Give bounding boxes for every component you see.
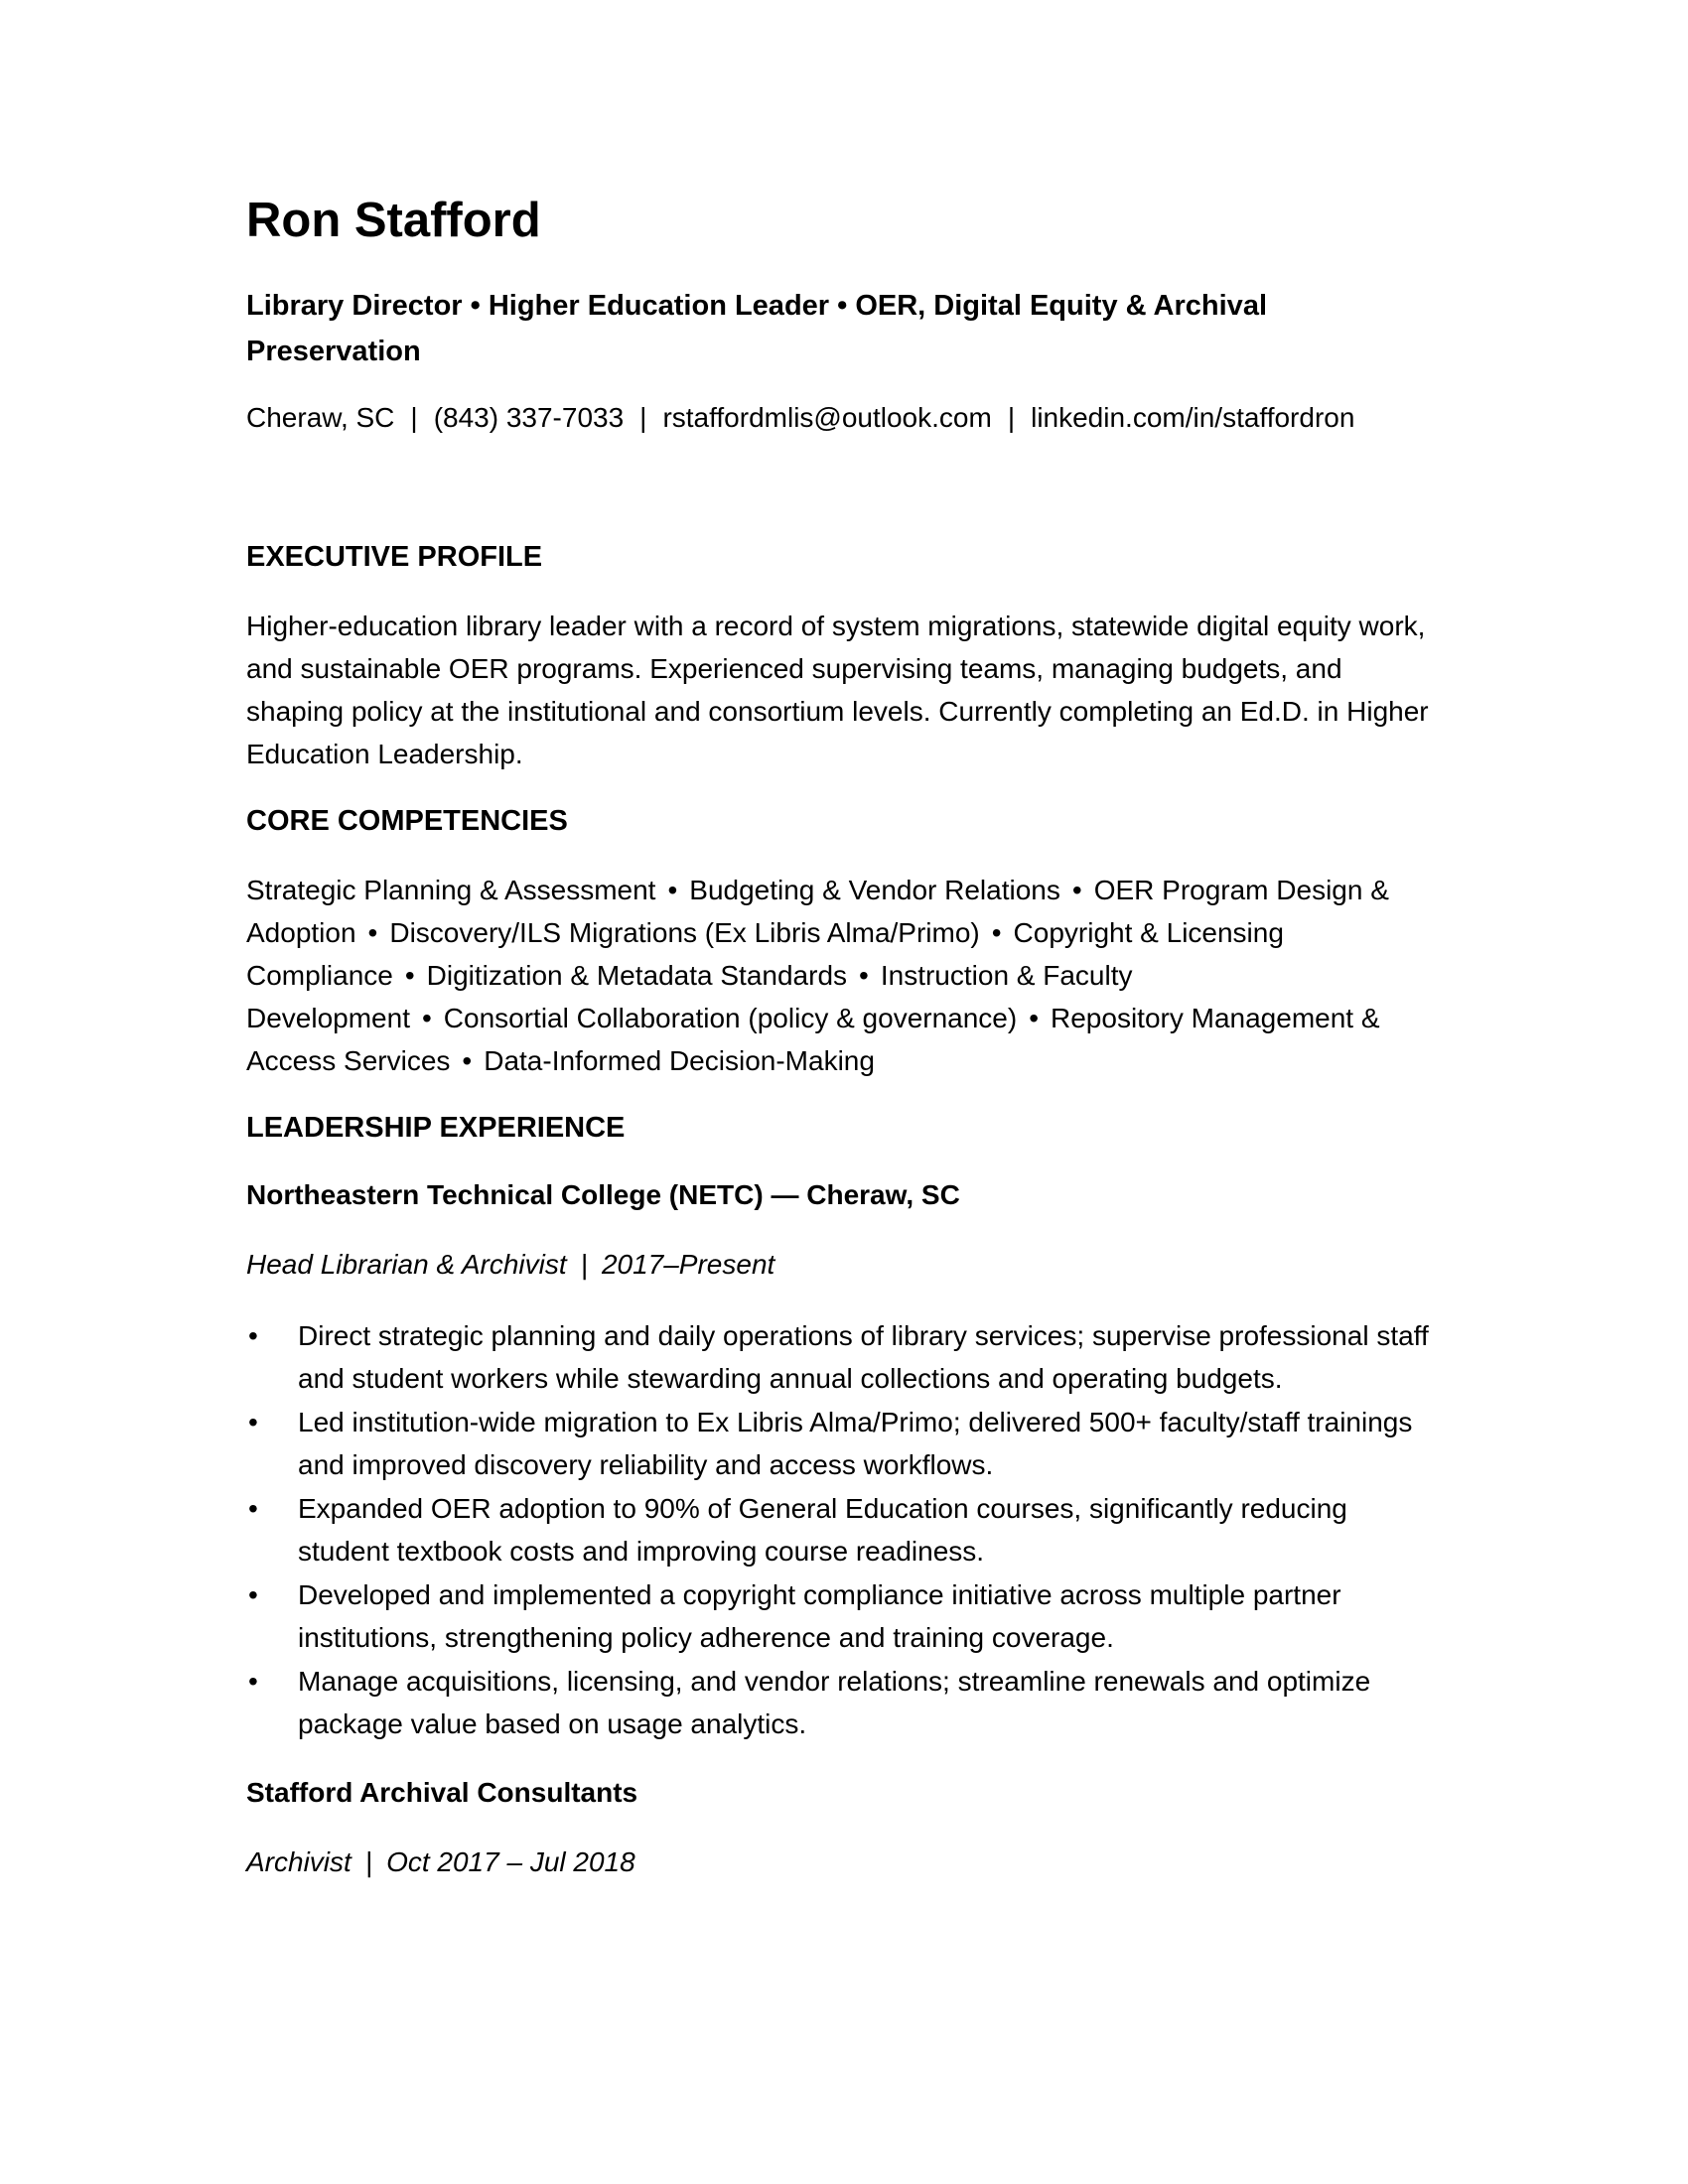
candidate-name: Ron Stafford: [246, 194, 541, 247]
role-separator: |: [580, 1248, 588, 1280]
competency-item: Repository Management & Access Services: [246, 1002, 1380, 1076]
bullet-marker: •: [248, 1319, 258, 1351]
competency-item: Strategic Planning & Assessment: [246, 874, 656, 905]
competency-item: Discovery/ILS Migrations (Ex Libris Alma/Primo): [389, 916, 980, 948]
competency-separator: •: [367, 916, 378, 948]
bullet-marker: •: [248, 1406, 258, 1437]
executive-profile-heading: EXECUTIVE PROFILE: [246, 540, 543, 573]
competency-separator: •: [462, 1044, 473, 1076]
list-item: [246, 1314, 1438, 1400]
bullet-marker: •: [248, 1492, 258, 1524]
contact-phone: (843) 337-7033: [433, 401, 625, 433]
competency-separator: •: [859, 959, 869, 991]
competency-item: Digitization & Metadata Standards: [426, 959, 848, 991]
job-organization: Stafford Archival Consultants: [246, 1776, 638, 1808]
core-competencies-list: [246, 869, 1438, 1082]
job-title: Archivist: [246, 1845, 352, 1877]
job-dates: Oct 2017 – Jul 2018: [386, 1845, 635, 1877]
list-item: [246, 1487, 1438, 1572]
executive-profile-text: Higher-education library leader with a record of system migrations, statewide digital equity work, and sustainable OER programs. Experienced supervising teams, managing budgets, and shaping policy at the institutional and consortium levels. Currently completing an Ed.D. in Higher Education Leadership.: [246, 610, 1429, 769]
list-item: [246, 1401, 1438, 1486]
bullet-text: Developed and implemented a copyright compliance initiative across multiple partner institutions, strengthening policy adherence and training coverage.: [298, 1578, 1341, 1653]
job-dates: 2017–Present: [601, 1248, 775, 1280]
job-organization: Northeastern Technical College (NETC) — Cheraw, SC: [246, 1178, 960, 1210]
contact-linkedin: linkedin.com/in/staffordron: [1031, 401, 1355, 433]
competency-item: OER Program Design & Adoption: [246, 874, 1389, 948]
competency-item: Consortial Collaboration (policy & governance): [443, 1002, 1018, 1033]
core-competencies-heading: CORE COMPETENCIES: [246, 804, 568, 837]
bullet-marker: •: [248, 1665, 258, 1697]
job-entry-netc: [246, 1175, 1438, 1745]
bullet-text: Direct strategic planning and daily operations of library services; supervise professional staff and student workers while stewarding annual collections and operating budgets.: [298, 1319, 1429, 1394]
role-separator: |: [364, 1845, 373, 1877]
contact-separator: |: [639, 401, 647, 433]
leadership-experience-heading: LEADERSHIP EXPERIENCE: [246, 1111, 626, 1144]
contact-separator: |: [1007, 401, 1016, 433]
contact-email: rstaffordmlis@outlook.com: [662, 401, 992, 433]
competency-separator: •: [404, 959, 415, 991]
bullet-text: Manage acquisitions, licensing, and vendor relations; streamline renewals and optimize package value based on usage analytics.: [298, 1665, 1371, 1739]
contact-line: [246, 398, 1438, 438]
job-entry-stafford-archival: [246, 1773, 1438, 1882]
job-role-line: [246, 1245, 1438, 1285]
contact-location: Cheraw, SC: [246, 401, 395, 433]
job-role-line: [246, 1843, 1438, 1882]
bullet-text: Expanded OER adoption to 90% of General Education courses, significantly reducing student textbook costs and improving course readiness.: [298, 1492, 1347, 1567]
bullet-marker: •: [248, 1578, 258, 1610]
competency-separator: •: [991, 916, 1002, 948]
competency-separator: •: [1071, 874, 1082, 905]
job-title: Head Librarian & Archivist: [246, 1248, 567, 1280]
competency-item: Instruction & Faculty Development: [246, 959, 1133, 1033]
competency-item: Budgeting & Vendor Relations: [689, 874, 1060, 905]
professional-tagline: Library Director • Higher Education Leader • OER, Digital Equity & Archival Preservation: [246, 289, 1267, 367]
bullet-text: Led institution-wide migration to Ex Libris Alma/Primo; delivered 500+ faculty/staff trainings and improved discovery reliability and access workflows.: [298, 1406, 1413, 1480]
list-item: [246, 1660, 1438, 1745]
competency-item: Data-Informed Decision-Making: [484, 1044, 875, 1076]
competency-separator: •: [421, 1002, 432, 1033]
competency-separator: •: [1029, 1002, 1040, 1033]
resume-page: [246, 195, 1438, 1882]
contact-separator: |: [410, 401, 418, 433]
competency-item: Copyright & Licensing Compliance: [246, 916, 1284, 991]
competency-separator: •: [667, 874, 678, 905]
job-bullets: [246, 1314, 1438, 1745]
list-item: [246, 1573, 1438, 1659]
